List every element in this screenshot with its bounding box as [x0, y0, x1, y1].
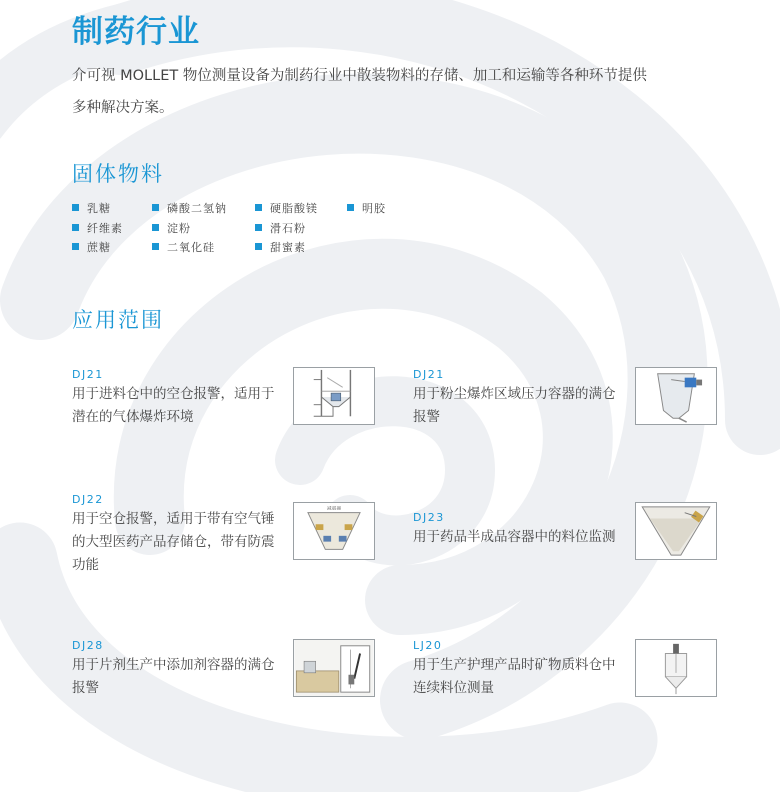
model-code: DJ21	[413, 368, 445, 381]
application-description: 用于片剂生产中添加剂容器的满仓报警	[72, 657, 275, 696]
material-item: 硬脂酸镁	[255, 200, 318, 216]
damper-label: 减震器	[326, 506, 342, 512]
application-description: 用于生产护理产品时矿物质料仓中连续料位测量	[413, 657, 616, 696]
bullet-square-icon	[72, 243, 79, 250]
material-item: 明胶	[347, 200, 386, 216]
silo-feed-diagram	[293, 367, 375, 425]
material-item: 甜蜜素	[255, 239, 306, 255]
application-description: 用于空仓报警，适用于带有空气锤的大型医药产品存储仓，带有防震功能	[72, 511, 275, 573]
bullet-square-icon	[347, 204, 354, 211]
applications-heading: 应用范围	[72, 308, 164, 332]
bullet-square-icon	[152, 243, 159, 250]
cone-hopper-diagram	[635, 502, 717, 560]
material-item: 纤维素	[72, 220, 123, 236]
material-item: 磷酸二氢钠	[152, 200, 227, 216]
bullet-square-icon	[72, 204, 79, 211]
material-item: 淀粉	[152, 220, 191, 236]
application-item	[72, 493, 287, 577]
bullet-square-icon	[72, 224, 79, 231]
page-title: 制药行业	[72, 14, 200, 50]
continuous-level-silo-diagram	[635, 639, 717, 697]
application-description: 用于药品半成品容器中的料位监测	[413, 529, 616, 545]
application-description: 用于粉尘爆炸区域压力容器的满仓报警	[413, 386, 616, 425]
application-item	[413, 639, 628, 700]
material-item: 二氧化硅	[152, 239, 215, 255]
application-description: 用于进料仓中的空仓报警，适用于潜在的气体爆炸环境	[72, 386, 275, 425]
model-code: LJ20	[413, 639, 443, 652]
model-code: DJ28	[72, 639, 104, 652]
application-item	[72, 368, 287, 429]
application-item	[413, 368, 628, 429]
bullet-square-icon	[255, 204, 262, 211]
model-code: DJ22	[72, 493, 104, 506]
solid-materials-heading: 固体物料	[72, 162, 164, 186]
material-item: 乳糖	[72, 200, 111, 216]
model-code: DJ23	[413, 511, 445, 524]
air-hammer-silo-diagram	[293, 502, 375, 560]
bullet-square-icon	[152, 204, 159, 211]
bullet-square-icon	[152, 224, 159, 231]
pressure-vessel-diagram	[635, 367, 717, 425]
bullet-square-icon	[255, 243, 262, 250]
intro-paragraph: 介可视 MOLLET 物位测量设备为制药行业中散装物料的存储、加工和运输等各种环节提供多种解决方案。	[72, 68, 647, 116]
material-item: 滑石粉	[255, 220, 306, 236]
tablet-additive-container-photo	[293, 639, 375, 697]
application-item	[413, 511, 628, 549]
application-item	[72, 639, 287, 700]
model-code: DJ21	[72, 368, 104, 381]
material-item: 蔗糖	[72, 239, 111, 255]
bullet-square-icon	[255, 224, 262, 231]
